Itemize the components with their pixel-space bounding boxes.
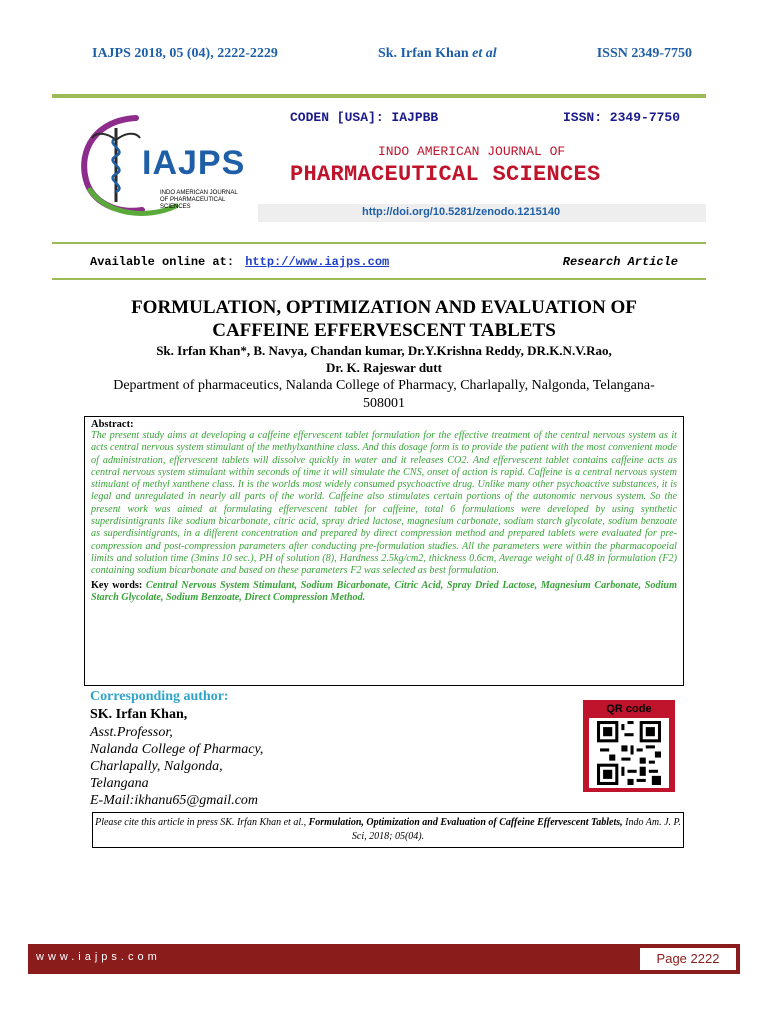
logo-title: IAJPS	[142, 144, 246, 182]
footer-site[interactable]: www.iajps.com	[36, 951, 161, 963]
keywords-value: Central Nervous System Stimulant, Sodium Bicarbonate, Citric Acid, Spray Dried Lactose, Magnesium Carbonate, Sodium Starch Glycolate, Sodium Benzoate, Direct Compression Method.	[91, 579, 677, 603]
qr-code-label: QR code	[606, 703, 652, 715]
availability-rule	[52, 278, 706, 280]
article-type: Research Article	[562, 255, 678, 269]
corresponding-author-details: Asst.Professor, Nalanda College of Pharmacy, Charlapally, Nalgonda, Telangana E-Mail:ikhanu65@gmail.com	[90, 725, 264, 808]
author-list: Sk. Irfan Khan*, B. Navya, Chandan kumar, Dr.Y.Krishna Reddy, DR.K.N.V.Rao, Dr. K. Rajeswar dutt	[156, 343, 612, 375]
qr-code-panel	[583, 700, 675, 792]
citation-title: Formulation, Optimization and Evaluation of Caffeine Effervescent Tablets,	[308, 817, 623, 828]
running-header	[92, 46, 692, 62]
keywords-label: Key words:	[91, 579, 143, 591]
affiliation: Department of pharmaceutics, Nalanda College of Pharmacy, Charlapally, Nalgonda, Telangana- 508001	[113, 378, 655, 411]
article-title: FORMULATION, OPTIMIZATION AND EVALUATION OF CAFFEINE EFFERVESCENT TABLETS	[131, 297, 637, 341]
page-footer	[28, 944, 740, 974]
corresponding-author-label: Corresponding author:	[90, 689, 229, 704]
journal-url-link[interactable]: http://www.iajps.com	[245, 255, 390, 269]
page-number: Page 2222	[640, 948, 736, 970]
keywords	[91, 580, 677, 605]
availability	[90, 255, 389, 269]
abstract-box	[84, 416, 684, 686]
corresponding-author-name: SK. Irfan Khan,	[90, 707, 188, 722]
journal-name-line2: PHARMACEUTICAL SCIENCES	[290, 162, 601, 187]
top-rule	[52, 94, 706, 98]
header-issn: ISSN 2349-7750	[596, 46, 692, 61]
logo-subtitle: INDO AMERICAN JOURNAL OF PHARMACEUTICAL SCIENCES	[160, 190, 238, 210]
abstract-label: Abstract:	[91, 419, 134, 430]
doi-link[interactable]: http://doi.org/10.5281/zenodo.1215140	[362, 206, 561, 218]
journal-logo	[76, 110, 246, 222]
header-citation: IAJPS 2018, 05 (04), 2222-2229	[92, 46, 278, 61]
journal-name-line1: INDO AMERICAN JOURNAL OF	[378, 144, 566, 159]
availability-label: Available online at:	[90, 255, 235, 269]
coden: CODEN [USA]: IAJPBB	[290, 110, 439, 125]
qr-code-icon[interactable]	[589, 718, 669, 788]
author-email[interactable]: E-Mail:ikhanu65@gmail.com	[90, 793, 259, 808]
masthead-rule	[52, 242, 706, 244]
masthead-issn: ISSN: 2349-7750	[563, 110, 681, 125]
citation-box: Please cite this article in press SK. Irfan Khan et al., Formulation, Optimization and Evaluation of Caffeine Effervescent Tablets, Indo Am. J. P. Sci, 2018; 05(04).	[92, 812, 684, 848]
abstract-text: The present study aims at developing a caffeine effervescent tablet formulation for the effective treatment of the central nervous system as it acts central nervous system stimulant of the methylxanthine class. And this dosage form is to provide the patient with the most convenient mode of administration, effervescent tablets will dissolve quickly in water and it releases CO2. And effervescent tablet contains caffeine acts as central nervous system stimulant within seconds of time it will simulate the CNS, onset of action is rapid. Caffeine is a central nervous system stimulant of methyl xanthene class. It is the worlds most widely consumed psychoactive drug. Unlike many other psychoactive substances, it is legal and unregulated in nearly all parts of the world. Caffeine also stimulates certain portions of the autonomic nervous system. So the present work was aimed at formulating effervescent tablet for caffeine, total 6 formulations were developed by using synthetic superdisintigrants like sodium bicarbonate, citric acid, spray dried lactose, magnesium carbonate, sodium starch glycolate, sodium benzoate as superdisintigrants, in a different concentration and prepared by direct compression method and prepared tablets were evaluated for pre-compression and post-compression parameters after conducting pre-formulation studies. All the parameters were within the pharmacopoeial limits and solution time (3mins 10 sec.), PH of solution (8), Hardness 2.5kg/cm2, thickness 0.6cm, Average weight of 0.48 in formulation (F2) containing sodium bicarbonate and based on these parameters F2 was selected as best formulation.	[91, 430, 677, 577]
header-author: Sk. Irfan Khan et al	[377, 46, 497, 61]
